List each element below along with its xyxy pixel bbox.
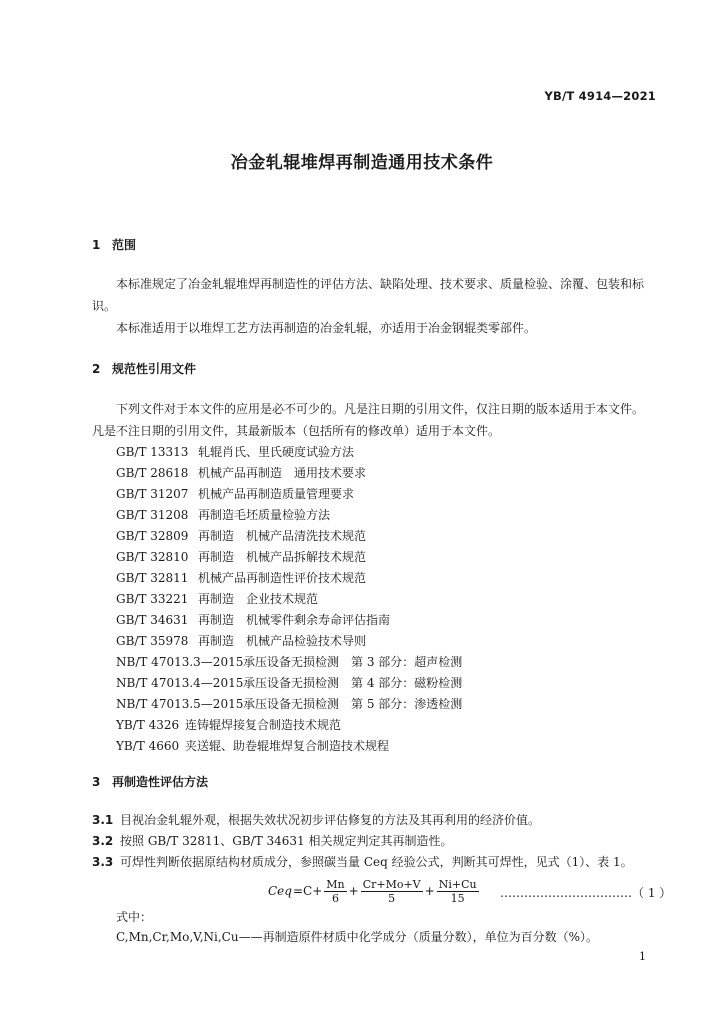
fraction-denominator: 15 bbox=[450, 891, 465, 905]
fraction-numerator: Cr+Mo+V bbox=[362, 877, 421, 891]
reference-title: 承压设备无损检测 第 4 部分：磁粉检测 bbox=[243, 676, 463, 690]
reference-title: 承压设备无损检测 第 3 部分：超声检测 bbox=[243, 655, 463, 669]
section-1-heading bbox=[92, 236, 136, 253]
fraction-numerator: Ni+Cu bbox=[438, 877, 477, 891]
clause-3-2 bbox=[92, 832, 453, 849]
variable-definition: C,Mn,Cr,Mo,V,Ni,Cu——再制造原件材质中化学成分（质量分数），单位为百分数（%）。 bbox=[116, 930, 598, 944]
scope-paragraph-2: 本标准适用于以堆焊工艺方法再制造的冶金轧辊，亦适用于冶金钢辊类零部件。 bbox=[116, 321, 537, 335]
reference-code: GB/T 32809 bbox=[116, 529, 189, 543]
reference-item bbox=[116, 464, 366, 481]
reference-code: GB/T 32810 bbox=[116, 550, 189, 564]
section-title: 范围 bbox=[112, 238, 137, 252]
reference-code: NB/T 47013.5—2015 bbox=[116, 697, 244, 711]
standard-code: YB/T 4914—2021 bbox=[544, 89, 656, 103]
reference-item bbox=[116, 674, 462, 691]
reference-code: GB/T 34631 bbox=[116, 613, 189, 627]
formula-lhs: Ceq bbox=[268, 884, 292, 898]
fraction-mn bbox=[324, 878, 346, 905]
clause-3-3 bbox=[92, 853, 633, 870]
reference-title: 机械产品再制造质量管理要求 bbox=[198, 487, 355, 501]
reference-title: 再制造毛坯质量检验方法 bbox=[198, 508, 331, 522]
clause-number: 3.2 bbox=[92, 834, 114, 848]
reference-item bbox=[116, 485, 354, 502]
formula-number-leader: ……………………………（ 1 ） bbox=[500, 886, 672, 900]
clause-3-1 bbox=[92, 811, 540, 828]
fraction-numerator: Mn bbox=[326, 877, 345, 891]
page-number: 1 bbox=[639, 950, 646, 963]
section-number: 3 bbox=[92, 775, 101, 789]
scope-paragraph-1: 本标准规定了冶金轧辊堆焊再制造性的评估方法、缺陷处理、技术要求、质量检验、涂覆、包装和标识。 bbox=[92, 277, 645, 313]
reference-title: 连铸辊焊接复合制造技术规范 bbox=[185, 718, 342, 732]
reference-title: 轧辊肖氏、里氏硬度试验方法 bbox=[198, 445, 355, 459]
reference-code: GB/T 31207 bbox=[116, 487, 189, 501]
reference-title: 再制造 机械产品拆解技术规范 bbox=[198, 550, 367, 564]
clause-text: 按照 GB/T 32811、GB/T 34631 相关规定判定其再制造性。 bbox=[120, 834, 453, 848]
reference-code: GB/T 13313 bbox=[116, 445, 189, 459]
reference-item bbox=[116, 611, 390, 628]
reference-title: 再制造 企业技术规范 bbox=[198, 592, 319, 606]
reference-code: NB/T 47013.3—2015 bbox=[116, 655, 244, 669]
reference-item bbox=[116, 653, 462, 670]
clause-text: 可焊性判断依据原结构材质成分，参照碳当量 Ceq 经验公式，判断其可焊性，见式（1）、表 1。 bbox=[120, 855, 633, 869]
reference-item bbox=[116, 632, 366, 649]
fraction-denominator: 6 bbox=[331, 891, 339, 905]
reference-item bbox=[116, 548, 366, 565]
section-2-heading bbox=[92, 360, 196, 377]
section-title: 规范性引用文件 bbox=[112, 362, 197, 376]
clause-number: 3.1 bbox=[92, 813, 114, 827]
reference-title: 机械产品再制造性评价技术规范 bbox=[198, 571, 367, 585]
reference-item bbox=[116, 695, 462, 712]
reference-code: YB/T 4660 bbox=[116, 739, 180, 753]
reference-code: GB/T 33221 bbox=[116, 592, 189, 606]
formula-plus: + bbox=[348, 884, 359, 898]
section-number: 1 bbox=[92, 238, 101, 252]
section-3-heading bbox=[92, 773, 208, 790]
reference-item bbox=[116, 737, 389, 754]
reference-title: 承压设备无损检测 第 5 部分：渗透检测 bbox=[243, 697, 463, 711]
clause-text: 目视冶金轧辊外观，根据失效状况初步评估修复的方法及其再利用的经济价值。 bbox=[120, 813, 541, 827]
reference-title: 再制造 机械产品检验技术导则 bbox=[198, 634, 367, 648]
reference-code: NB/T 47013.4—2015 bbox=[116, 676, 244, 690]
reference-code: GB/T 35978 bbox=[116, 634, 189, 648]
formula-plus: + bbox=[424, 884, 435, 898]
reference-title: 再制造 机械产品清洗技术规范 bbox=[198, 529, 367, 543]
reference-item bbox=[116, 443, 354, 460]
references-intro: 下列文件对于本文件的应用是必不可少的。凡是注日期的引用文件，仅注日期的版本适用于本文件。凡是不注日期的引用文件，其最新版本（包括所有的修改单）适用于本文件。 bbox=[92, 402, 645, 438]
reference-title: 再制造 机械零件剩余寿命评估指南 bbox=[198, 613, 391, 627]
fraction-cr-mo-v bbox=[361, 878, 423, 905]
reference-item bbox=[116, 506, 330, 523]
reference-item bbox=[116, 527, 366, 544]
reference-item bbox=[116, 716, 341, 733]
reference-code: YB/T 4326 bbox=[116, 718, 180, 732]
clause-number: 3.3 bbox=[92, 855, 114, 869]
reference-item bbox=[116, 590, 318, 607]
reference-title: 夹送辊、助卷辊堆焊复合制造技术规程 bbox=[185, 739, 390, 753]
reference-item bbox=[116, 569, 366, 586]
where-label: 式中： bbox=[116, 910, 153, 924]
formula-equals: =C+ bbox=[292, 884, 323, 898]
reference-code: GB/T 28618 bbox=[116, 466, 189, 480]
document-title: 冶金轧辊堆焊再制造通用技术条件 bbox=[230, 153, 494, 173]
section-title: 再制造性评估方法 bbox=[112, 775, 209, 789]
fraction-ni-cu bbox=[437, 878, 479, 905]
reference-code: GB/T 32811 bbox=[116, 571, 189, 585]
carbon-equivalent-formula bbox=[268, 876, 481, 906]
section-number: 2 bbox=[92, 362, 101, 376]
reference-code: GB/T 31208 bbox=[116, 508, 189, 522]
reference-title: 机械产品再制造 通用技术要求 bbox=[198, 466, 367, 480]
fraction-denominator: 5 bbox=[388, 891, 396, 905]
